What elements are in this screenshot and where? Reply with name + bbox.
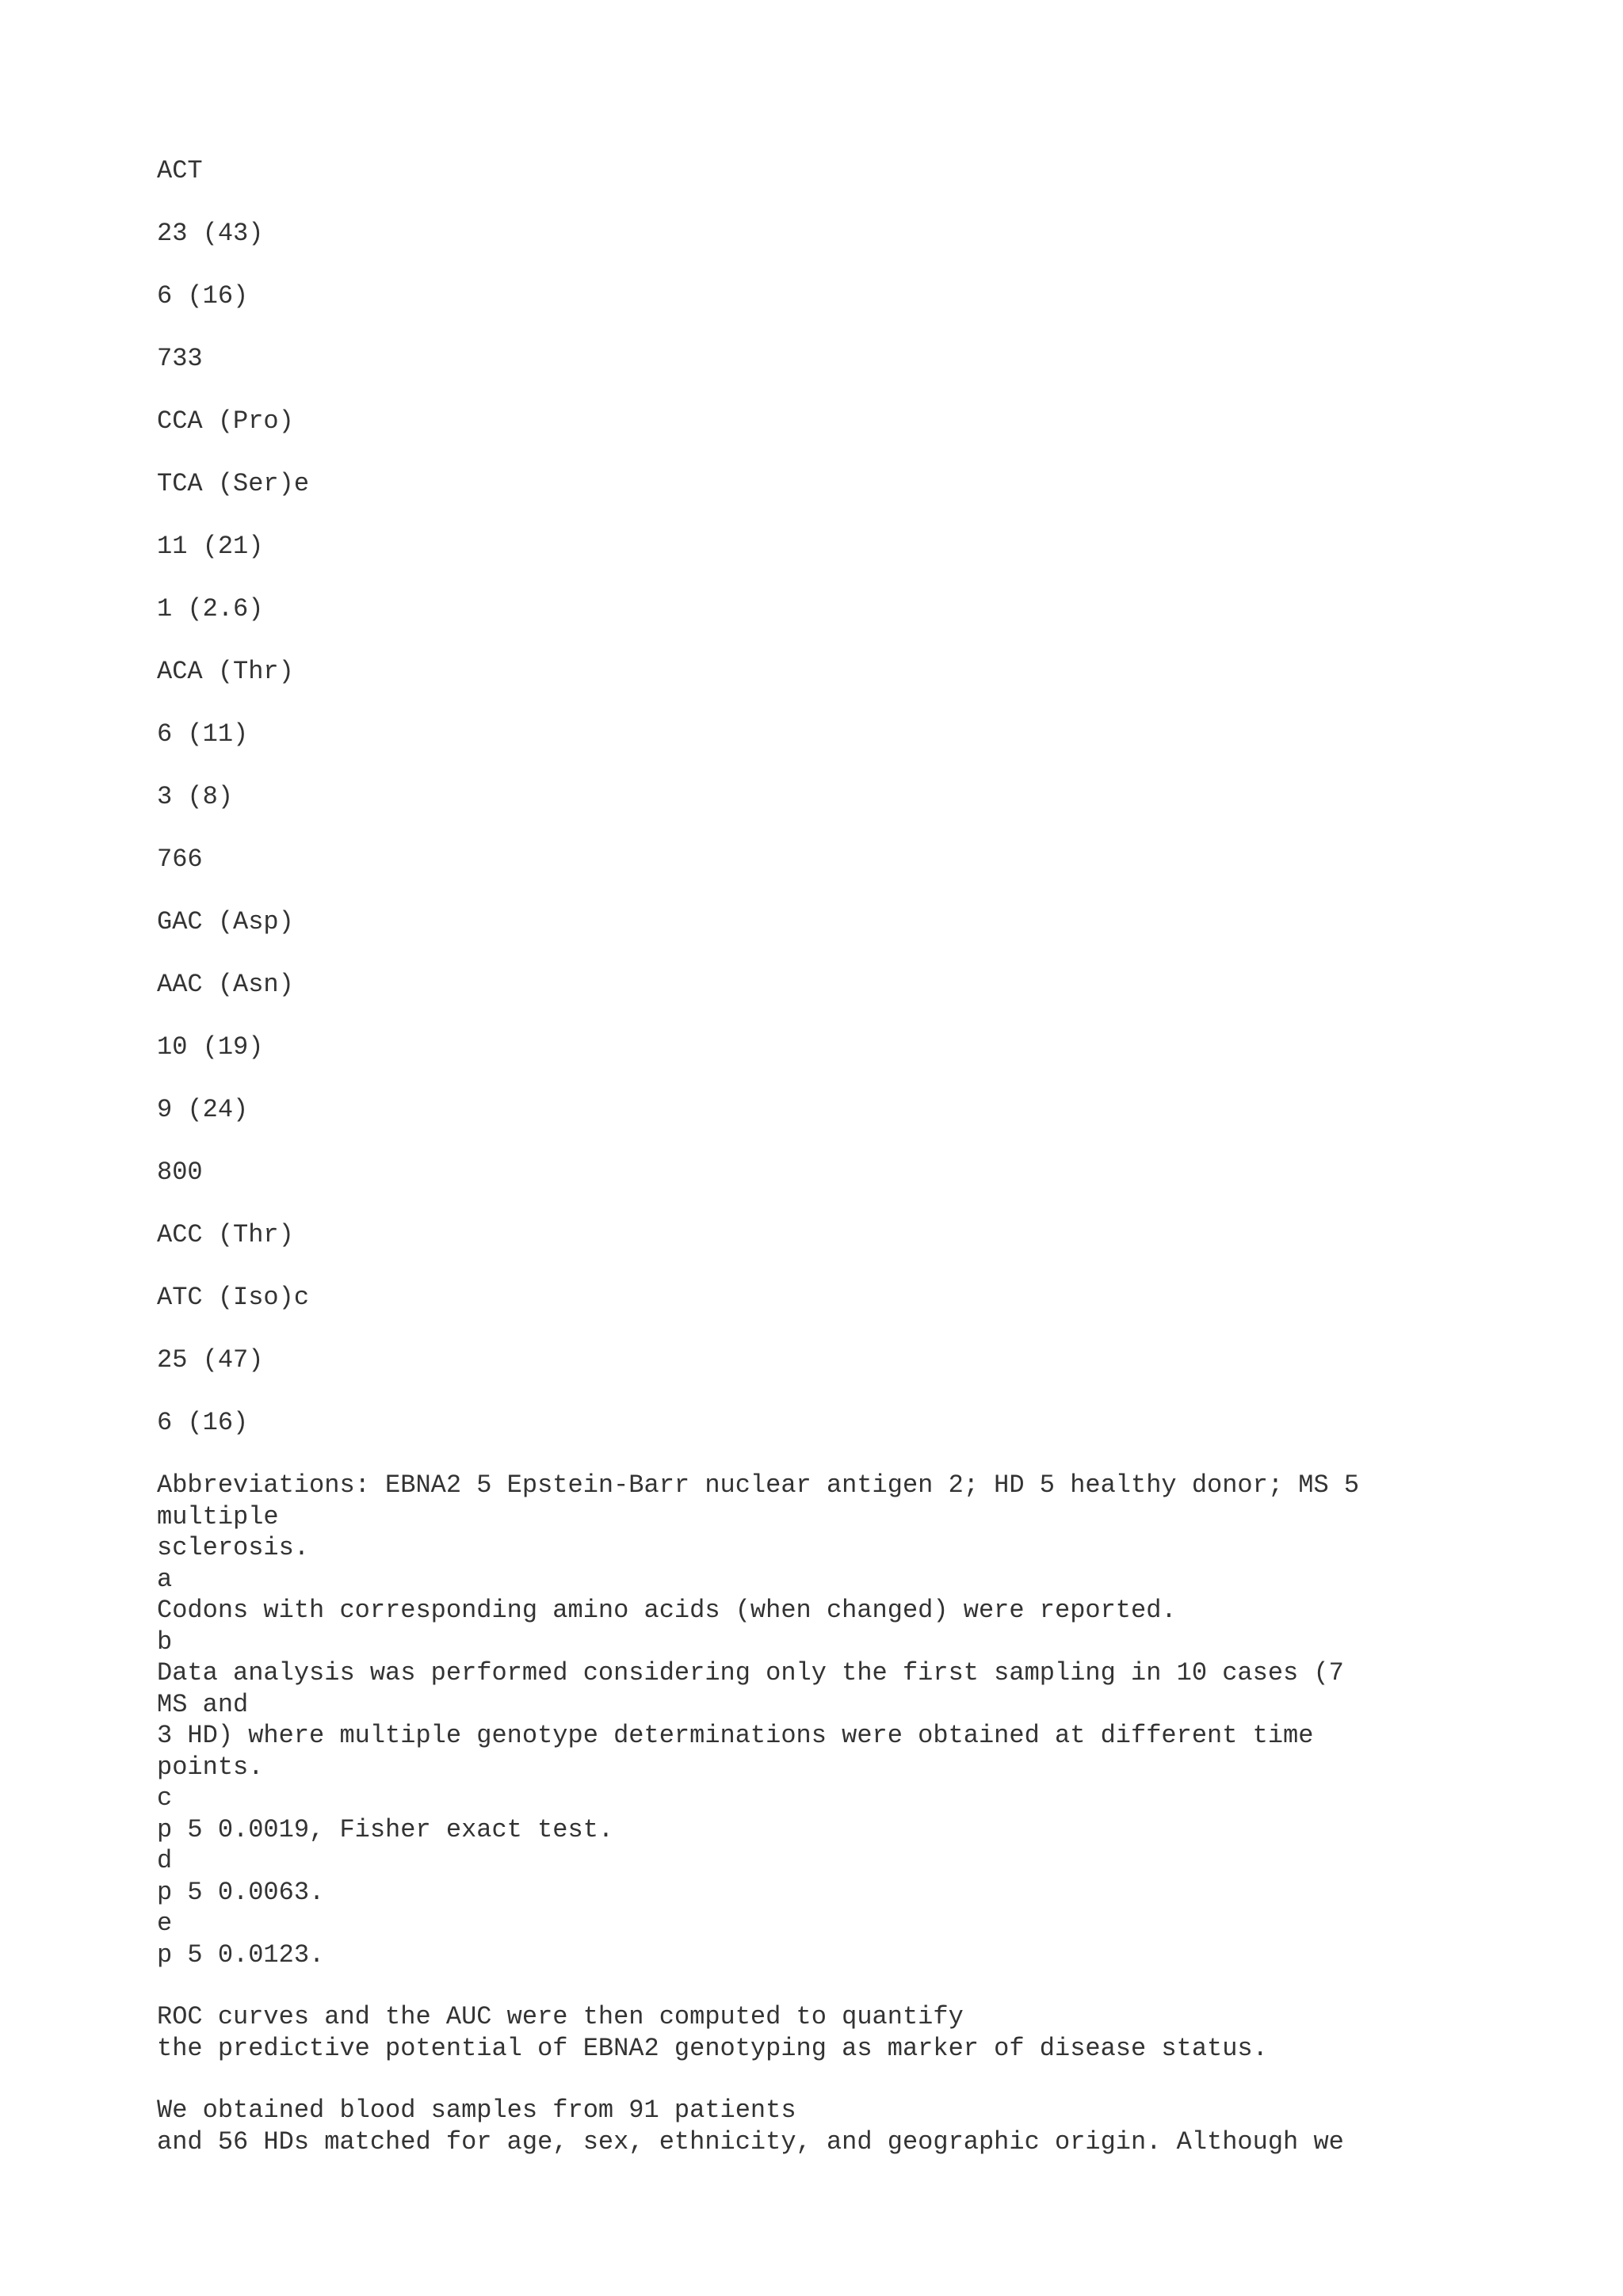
table-cell: 11 (21) bbox=[157, 532, 264, 561]
footnote-line: sclerosis. bbox=[157, 1533, 310, 1562]
table-cell: 6 (16) bbox=[157, 281, 249, 311]
table-cell: 733 bbox=[157, 344, 203, 373]
footnote-line: 3 HD) where multiple genotype determinations were obtained at different time bbox=[157, 1721, 1314, 1750]
table-cell: 6 (11) bbox=[157, 719, 249, 749]
footnote-line: MS and bbox=[157, 1689, 249, 1719]
table-cell: ACT bbox=[157, 156, 203, 185]
table-footnotes bbox=[157, 1470, 1488, 1970]
table-cell-list bbox=[157, 155, 1488, 1439]
table-cell: ATC (Iso)c bbox=[157, 1283, 310, 1312]
table-cell: ACC (Thr) bbox=[157, 1220, 294, 1249]
footnote-marker: b bbox=[157, 1627, 173, 1657]
table-cell: GAC (Asp) bbox=[157, 907, 294, 936]
footnote-marker: a bbox=[157, 1564, 173, 1594]
footnote-line: p 5 0.0063. bbox=[157, 1877, 325, 1907]
table-cell: CCA (Pro) bbox=[157, 406, 294, 436]
table-cell: 1 (2.6) bbox=[157, 594, 264, 624]
body-paragraph-samples bbox=[157, 2095, 1488, 2157]
footnote-line: Abbreviations: EBNA2 5 Epstein-Barr nuclear antigen 2; HD 5 healthy donor; MS 5 bbox=[157, 1470, 1360, 1500]
table-cell: ACA (Thr) bbox=[157, 657, 294, 686]
footnote-line: p 5 0.0123. bbox=[157, 1939, 325, 1970]
footnote-line: points. bbox=[157, 1752, 264, 1782]
table-cell: 3 (8) bbox=[157, 782, 234, 811]
paragraph-line: We obtained blood samples from 91 patients bbox=[157, 2096, 796, 2125]
table-cell: 800 bbox=[157, 1158, 203, 1187]
footnote-line: multiple bbox=[157, 1501, 279, 1531]
footnote-line: p 5 0.0019, Fisher exact test. bbox=[157, 1814, 614, 1844]
footnote-line: Data analysis was performed considering only the first sampling in 10 cases (7 bbox=[157, 1658, 1344, 1688]
document-page bbox=[157, 155, 1488, 2188]
table-cell: 766 bbox=[157, 845, 203, 874]
footnote-line: Codons with corresponding amino acids (when changed) were reported. bbox=[157, 1596, 1177, 1625]
table-cell: TCA (Ser)e bbox=[157, 469, 310, 498]
table-cell: 10 (19) bbox=[157, 1032, 264, 1062]
paragraph-line: and 56 HDs matched for age, sex, ethnicity, and geographic origin. Although we bbox=[157, 2126, 1344, 2157]
table-cell: AAC (Asn) bbox=[157, 970, 294, 999]
footnote-marker: c bbox=[157, 1783, 173, 1813]
table-cell: 23 (43) bbox=[157, 219, 264, 248]
body-paragraph-roc bbox=[157, 2001, 1488, 2064]
footnote-marker: d bbox=[157, 1846, 173, 1875]
paragraph-line: the predictive potential of EBNA2 genotyping as marker of disease status. bbox=[157, 2033, 1268, 2063]
table-cell: 9 (24) bbox=[157, 1095, 249, 1124]
paragraph-line: ROC curves and the AUC were then computed to quantify bbox=[157, 2002, 964, 2031]
table-cell: 25 (47) bbox=[157, 1345, 264, 1375]
table-cell: 6 (16) bbox=[157, 1408, 249, 1437]
footnote-marker: e bbox=[157, 1909, 173, 1938]
